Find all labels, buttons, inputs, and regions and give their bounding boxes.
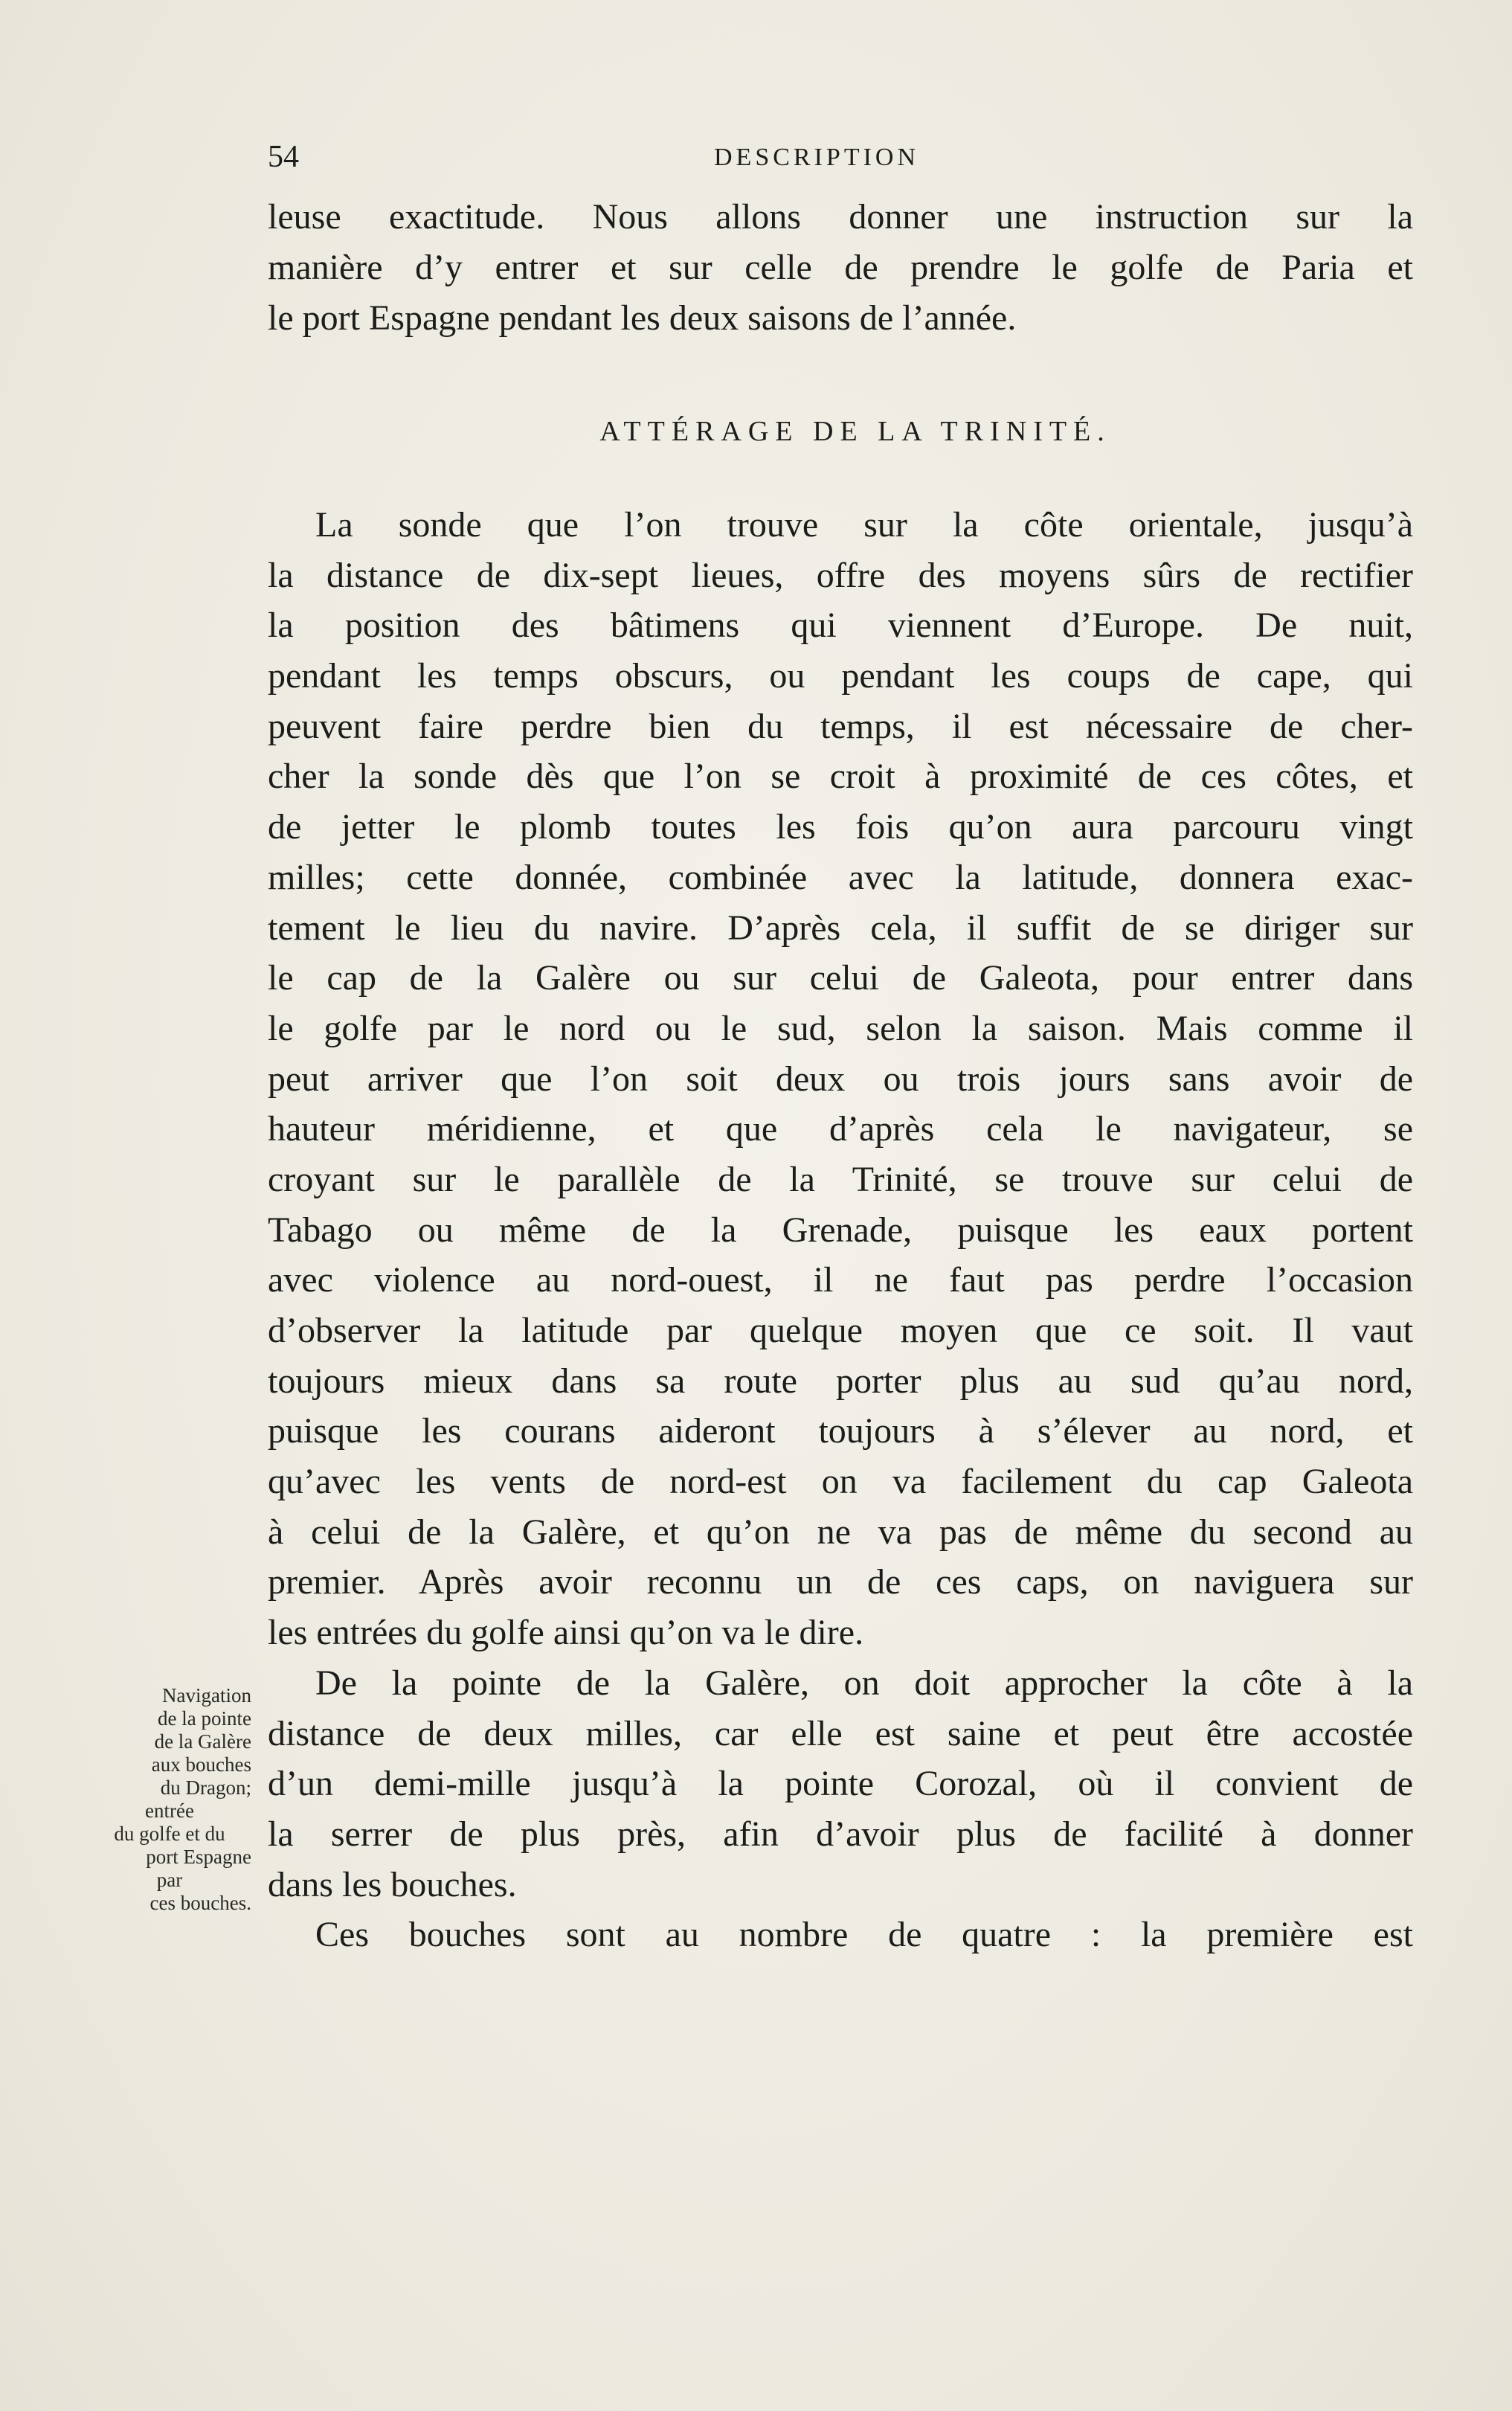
text-line: peut arriver que l’on soit deux ou trois jours sans avoir de (268, 1059, 1413, 1099)
text-line: toujours mieux dans sa route porter plus au sud qu’au nord, (268, 1361, 1413, 1401)
text-line: distance de deux milles, car elle est saine et peut être accostée (268, 1713, 1413, 1753)
text-line: le cap de la Galère ou sur celui de Galeota, pour entrer dans (268, 958, 1413, 998)
margin-note-line: port Espagne (146, 1846, 251, 1868)
margin-note-line: de la Galère (154, 1730, 251, 1753)
text-line: le port Espagne pendant les deux saisons de l’année. (268, 298, 1017, 338)
section-heading: ATTÉRAGE DE LA TRINITÉ. (599, 416, 1111, 447)
text-line: De la pointe de la Galère, on doit approcher la côte à la (315, 1663, 1413, 1703)
running-title: DESCRIPTION (714, 144, 920, 171)
margin-note-line: du Dragon; (160, 1776, 251, 1799)
text-line: d’un demi-mille jusqu’à la pointe Corozal, où il convient de (268, 1764, 1413, 1804)
text-line: le golfe par le nord ou le sud, selon la saison. Mais comme il (268, 1008, 1413, 1048)
text-line: cher la sonde dès que l’on se croit à proximité de ces côtes, et (268, 757, 1413, 797)
text-line: manière d’y entrer et sur celle de prendre le golfe de Paria et (268, 248, 1413, 287)
text-line: la distance de dix-sept lieues, offre des moyens sûrs de rectifier (268, 555, 1413, 595)
margin-note-line: aux bouches (151, 1753, 251, 1776)
text-line: avec violence au nord-ouest, il ne faut pas perdre l’occasion (268, 1260, 1413, 1300)
text-line: milles; cette donnée, combinée avec la latitude, donnera exac- (268, 857, 1413, 897)
text-line: premier. Après avoir reconnu un de ces caps, on naviguera sur (268, 1562, 1413, 1602)
margin-note-line: Navigation (162, 1684, 251, 1707)
running-head (268, 138, 1413, 176)
text-line: peuvent faire perdre bien du temps, il est nécessaire de cher- (268, 706, 1413, 746)
page-number: 54 (268, 140, 299, 174)
text-line: puisque les courans aideront toujours à s’élever au nord, et (268, 1411, 1413, 1451)
margin-note-line: du golfe et du (114, 1823, 225, 1845)
text-line: à celui de la Galère, et qu’on ne va pas de même du second au (268, 1512, 1413, 1552)
marginal-note (88, 1684, 251, 1915)
text-line: Ces bouches sont au nombre de quatre : la première est (315, 1915, 1413, 1955)
text-line: la position des bâtimens qui viennent d’Europe. De nuit, (268, 606, 1413, 646)
text-line: croyant sur le parallèle de la Trinité, se trouve sur celui de (268, 1159, 1413, 1199)
text-line: les entrées du golfe ainsi qu’on va le dire. (268, 1613, 864, 1653)
text-line: La sonde que l’on trouve sur la côte orientale, jusqu’à (315, 505, 1413, 545)
margin-note-line: entrée (145, 1800, 194, 1822)
text-line: tement le lieu du navire. D’après cela, il suffit de se diriger sur (268, 908, 1413, 948)
text-line: pendant les temps obscurs, ou pendant les coups de cape, qui (268, 656, 1413, 696)
continued-paragraph (268, 192, 1413, 344)
text-line: de jetter le plomb toutes les fois qu’on aura parcouru vingt (268, 807, 1413, 847)
text-line: leuse exactitude. Nous allons donner une instruction sur la (268, 197, 1413, 237)
text-line: dans les bouches. (268, 1864, 517, 1904)
margin-note-line: par (156, 1869, 183, 1891)
text-line: d’observer la latitude par quelque moyen que ce soit. Il vaut (268, 1311, 1413, 1350)
text-line: la serrer de plus près, afin d’avoir plus de facilité à donner (268, 1814, 1413, 1854)
margin-note-line: de la pointe (158, 1707, 251, 1730)
text-line: qu’avec les vents de nord-est on va facilement du cap Galeota (268, 1462, 1413, 1502)
text-line: hauteur méridienne, et que d’après cela le navigateur, se (268, 1109, 1413, 1149)
margin-note-line: ces bouches. (149, 1892, 251, 1914)
text-line: Tabago ou même de la Grenade, puisque les eaux portent (268, 1210, 1413, 1250)
body-text (268, 500, 1413, 1960)
